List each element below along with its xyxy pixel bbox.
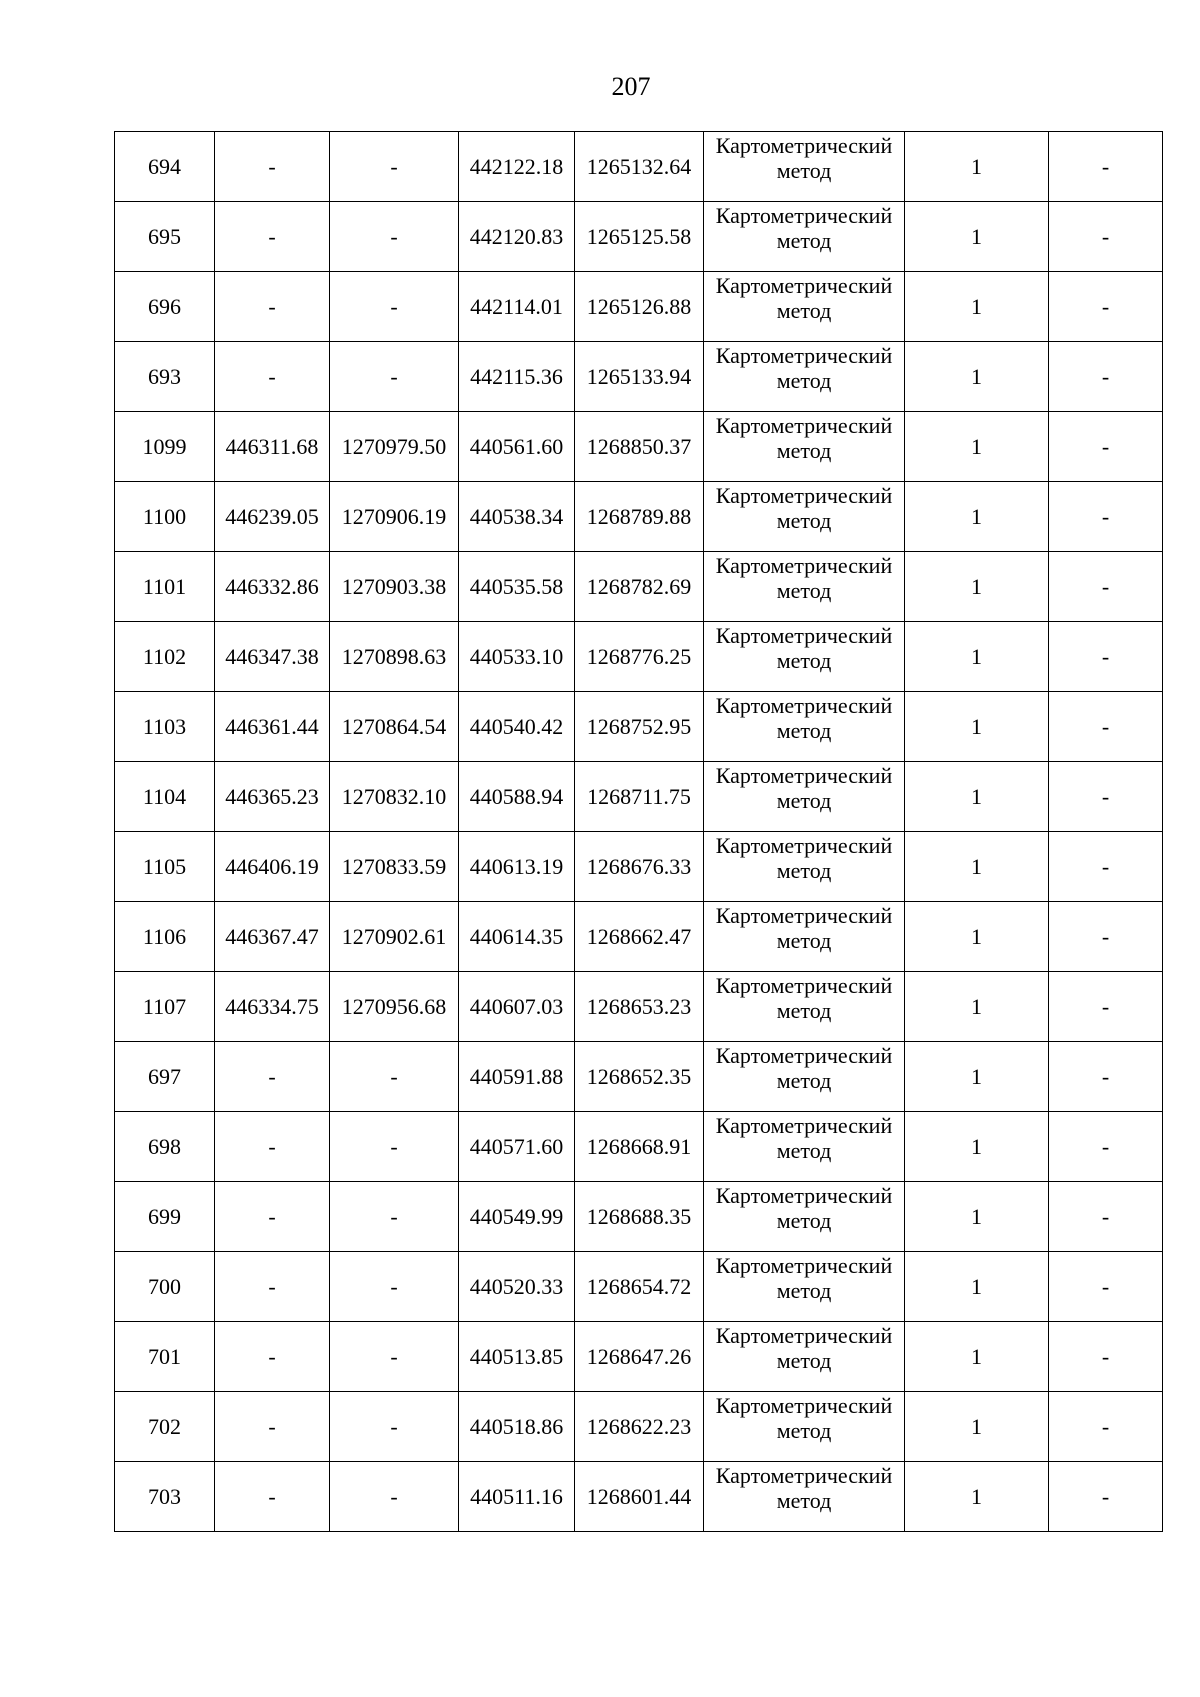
point-number-cell: 698	[115, 1112, 215, 1182]
method-text-line1: Картометрический	[715, 203, 893, 228]
point-number-cell: 1105	[115, 832, 215, 902]
accuracy-cell: 1	[905, 272, 1049, 342]
method-text-line2: метод	[776, 228, 832, 253]
new-y-cell: 1265133.94	[575, 342, 704, 412]
new-y-cell: 1268850.37	[575, 412, 704, 482]
table-row	[115, 1462, 1163, 1532]
accuracy-cell: 1	[905, 552, 1049, 622]
accuracy-cell: 1	[905, 1112, 1049, 1182]
accuracy-cell: 1	[905, 1182, 1049, 1252]
point-number-cell: 693	[115, 342, 215, 412]
method-text-line2: метод	[776, 648, 832, 673]
table-row	[115, 972, 1163, 1042]
point-number-cell: 700	[115, 1252, 215, 1322]
old-y-cell: 1270903.38	[330, 552, 459, 622]
new-x-cell: 440607.03	[459, 972, 575, 1042]
old-y-cell: 1270956.68	[330, 972, 459, 1042]
accuracy-cell: 1	[905, 342, 1049, 412]
table-row	[115, 1112, 1163, 1182]
note-cell: -	[1049, 482, 1163, 552]
method-text-line2: метод	[776, 998, 832, 1023]
accuracy-cell: 1	[905, 202, 1049, 272]
old-y-cell: -	[330, 1042, 459, 1112]
new-x-cell: 440513.85	[459, 1322, 575, 1392]
method-text-line1: Картометрический	[715, 1463, 893, 1488]
method-text-line2: метод	[776, 578, 832, 603]
method-cell	[704, 1252, 905, 1322]
method-text-line2: метод	[776, 1348, 832, 1373]
new-y-cell: 1268676.33	[575, 832, 704, 902]
note-cell: -	[1049, 272, 1163, 342]
old-x-cell: 446365.23	[215, 762, 330, 832]
new-y-cell: 1268601.44	[575, 1462, 704, 1532]
method-text-line1: Картометрический	[715, 763, 893, 788]
method-text-line1: Картометрический	[715, 1113, 893, 1138]
method-text-line1: Картометрический	[715, 343, 893, 368]
method-cell	[704, 482, 905, 552]
old-y-cell: -	[330, 132, 459, 202]
old-y-cell: 1270833.59	[330, 832, 459, 902]
accuracy-cell: 1	[905, 972, 1049, 1042]
method-text-line2: метод	[776, 1068, 832, 1093]
method-text-line2: метод	[776, 368, 832, 393]
old-x-cell: 446361.44	[215, 692, 330, 762]
old-y-cell: 1270898.63	[330, 622, 459, 692]
old-x-cell: -	[215, 1392, 330, 1462]
table-row	[115, 202, 1163, 272]
method-text-line1: Картометрический	[715, 133, 893, 158]
old-y-cell: -	[330, 1182, 459, 1252]
method-text-line1: Картометрический	[715, 483, 893, 508]
method-cell	[704, 412, 905, 482]
method-text-line2: метод	[776, 928, 832, 953]
old-y-cell: -	[330, 1252, 459, 1322]
accuracy-cell: 1	[905, 132, 1049, 202]
accuracy-cell: 1	[905, 482, 1049, 552]
method-cell	[704, 692, 905, 762]
old-x-cell: -	[215, 1112, 330, 1182]
method-text-line2: метод	[776, 718, 832, 743]
method-text-line1: Картометрический	[715, 1253, 893, 1278]
method-cell	[704, 132, 905, 202]
new-x-cell: 442120.83	[459, 202, 575, 272]
note-cell: -	[1049, 1182, 1163, 1252]
method-cell	[704, 1042, 905, 1112]
accuracy-cell: 1	[905, 902, 1049, 972]
method-text-line2: метод	[776, 788, 832, 813]
accuracy-cell: 1	[905, 1252, 1049, 1322]
method-cell	[704, 342, 905, 412]
note-cell: -	[1049, 832, 1163, 902]
method-text-line1: Картометрический	[715, 1183, 893, 1208]
note-cell: -	[1049, 1392, 1163, 1462]
old-y-cell: 1270979.50	[330, 412, 459, 482]
accuracy-cell: 1	[905, 1462, 1049, 1532]
note-cell: -	[1049, 1112, 1163, 1182]
old-x-cell: -	[215, 132, 330, 202]
point-number-cell: 695	[115, 202, 215, 272]
method-text-line1: Картометрический	[715, 1323, 893, 1348]
new-y-cell: 1268654.72	[575, 1252, 704, 1322]
method-text-line1: Картометрический	[715, 553, 893, 578]
note-cell: -	[1049, 1322, 1163, 1392]
new-y-cell: 1268776.25	[575, 622, 704, 692]
point-number-cell: 1106	[115, 902, 215, 972]
new-y-cell: 1265125.58	[575, 202, 704, 272]
note-cell: -	[1049, 1462, 1163, 1532]
old-y-cell: 1270864.54	[330, 692, 459, 762]
new-x-cell: 440511.16	[459, 1462, 575, 1532]
new-x-cell: 440533.10	[459, 622, 575, 692]
new-x-cell: 442115.36	[459, 342, 575, 412]
method-text-line2: метод	[776, 1138, 832, 1163]
old-y-cell: -	[330, 1322, 459, 1392]
point-number-cell: 702	[115, 1392, 215, 1462]
old-x-cell: 446334.75	[215, 972, 330, 1042]
point-number-cell: 1099	[115, 412, 215, 482]
method-text-line2: метод	[776, 508, 832, 533]
table-row	[115, 1182, 1163, 1252]
method-text-line1: Картометрический	[715, 973, 893, 998]
old-x-cell: -	[215, 272, 330, 342]
table-row	[115, 762, 1163, 832]
method-cell	[704, 762, 905, 832]
accuracy-cell: 1	[905, 622, 1049, 692]
method-text-line2: метод	[776, 1488, 832, 1513]
point-number-cell: 699	[115, 1182, 215, 1252]
new-x-cell: 440540.42	[459, 692, 575, 762]
point-number-cell: 1103	[115, 692, 215, 762]
new-x-cell: 440614.35	[459, 902, 575, 972]
old-x-cell: -	[215, 1462, 330, 1532]
new-x-cell: 440520.33	[459, 1252, 575, 1322]
table-row	[115, 412, 1163, 482]
method-text-line1: Картометрический	[715, 623, 893, 648]
note-cell: -	[1049, 202, 1163, 272]
new-x-cell: 440518.86	[459, 1392, 575, 1462]
point-number-cell: 703	[115, 1462, 215, 1532]
old-x-cell: -	[215, 1182, 330, 1252]
new-y-cell: 1268647.26	[575, 1322, 704, 1392]
old-x-cell: -	[215, 342, 330, 412]
accuracy-cell: 1	[905, 1392, 1049, 1462]
method-text-line2: метод	[776, 158, 832, 183]
old-y-cell: -	[330, 1112, 459, 1182]
old-x-cell: 446367.47	[215, 902, 330, 972]
method-text-line2: метод	[776, 1278, 832, 1303]
method-text-line1: Картометрический	[715, 693, 893, 718]
new-x-cell: 440571.60	[459, 1112, 575, 1182]
old-x-cell: -	[215, 1042, 330, 1112]
table-row	[115, 622, 1163, 692]
note-cell: -	[1049, 412, 1163, 482]
method-cell	[704, 1112, 905, 1182]
new-y-cell: 1268662.47	[575, 902, 704, 972]
new-y-cell: 1268688.35	[575, 1182, 704, 1252]
new-y-cell: 1265126.88	[575, 272, 704, 342]
note-cell: -	[1049, 692, 1163, 762]
old-y-cell: 1270906.19	[330, 482, 459, 552]
new-y-cell: 1268668.91	[575, 1112, 704, 1182]
old-x-cell: -	[215, 202, 330, 272]
new-x-cell: 440591.88	[459, 1042, 575, 1112]
note-cell: -	[1049, 342, 1163, 412]
method-cell	[704, 552, 905, 622]
note-cell: -	[1049, 622, 1163, 692]
coordinates-table	[114, 131, 1163, 1532]
table-row	[115, 1392, 1163, 1462]
old-y-cell: -	[330, 272, 459, 342]
method-text-line2: метод	[776, 298, 832, 323]
table-row	[115, 1252, 1163, 1322]
note-cell: -	[1049, 902, 1163, 972]
method-cell	[704, 1462, 905, 1532]
table-row	[115, 1042, 1163, 1112]
method-cell	[704, 832, 905, 902]
method-text-line1: Картометрический	[715, 413, 893, 438]
point-number-cell: 1104	[115, 762, 215, 832]
point-number-cell: 696	[115, 272, 215, 342]
new-x-cell: 440535.58	[459, 552, 575, 622]
method-text-line2: метод	[776, 438, 832, 463]
table-row	[115, 272, 1163, 342]
note-cell: -	[1049, 132, 1163, 202]
new-x-cell: 442122.18	[459, 132, 575, 202]
new-x-cell: 440613.19	[459, 832, 575, 902]
old-x-cell: 446347.38	[215, 622, 330, 692]
accuracy-cell: 1	[905, 692, 1049, 762]
new-y-cell: 1268752.95	[575, 692, 704, 762]
accuracy-cell: 1	[905, 412, 1049, 482]
note-cell: -	[1049, 552, 1163, 622]
method-cell	[704, 1182, 905, 1252]
point-number-cell: 697	[115, 1042, 215, 1112]
new-x-cell: 440549.99	[459, 1182, 575, 1252]
accuracy-cell: 1	[905, 832, 1049, 902]
new-x-cell: 440561.60	[459, 412, 575, 482]
method-text-line2: метод	[776, 1418, 832, 1443]
old-x-cell: 446311.68	[215, 412, 330, 482]
old-x-cell: 446406.19	[215, 832, 330, 902]
old-y-cell: -	[330, 1392, 459, 1462]
point-number-cell: 1101	[115, 552, 215, 622]
new-y-cell: 1268653.23	[575, 972, 704, 1042]
new-y-cell: 1268622.23	[575, 1392, 704, 1462]
old-y-cell: 1270902.61	[330, 902, 459, 972]
method-cell	[704, 902, 905, 972]
new-y-cell: 1265132.64	[575, 132, 704, 202]
table-row	[115, 902, 1163, 972]
old-x-cell: 446332.86	[215, 552, 330, 622]
new-y-cell: 1268711.75	[575, 762, 704, 832]
method-text-line1: Картометрический	[715, 1393, 893, 1418]
accuracy-cell: 1	[905, 762, 1049, 832]
table-row	[115, 832, 1163, 902]
old-x-cell: -	[215, 1322, 330, 1392]
point-number-cell: 701	[115, 1322, 215, 1392]
point-number-cell: 694	[115, 132, 215, 202]
table-row	[115, 482, 1163, 552]
method-text-line1: Картометрический	[715, 903, 893, 928]
point-number-cell: 1107	[115, 972, 215, 1042]
table-row	[115, 552, 1163, 622]
method-text-line2: метод	[776, 1208, 832, 1233]
method-text-line2: метод	[776, 858, 832, 883]
point-number-cell: 1100	[115, 482, 215, 552]
new-x-cell: 440588.94	[459, 762, 575, 832]
accuracy-cell: 1	[905, 1322, 1049, 1392]
method-cell	[704, 272, 905, 342]
method-text-line1: Картометрический	[715, 273, 893, 298]
method-cell	[704, 1392, 905, 1462]
table-row	[115, 1322, 1163, 1392]
old-y-cell: -	[330, 342, 459, 412]
method-cell	[704, 1322, 905, 1392]
note-cell: -	[1049, 1042, 1163, 1112]
old-x-cell: 446239.05	[215, 482, 330, 552]
table-row	[115, 692, 1163, 762]
note-cell: -	[1049, 972, 1163, 1042]
method-cell	[704, 202, 905, 272]
method-cell	[704, 972, 905, 1042]
method-text-line1: Картометрический	[715, 833, 893, 858]
table-row	[115, 342, 1163, 412]
point-number-cell: 1102	[115, 622, 215, 692]
new-x-cell: 442114.01	[459, 272, 575, 342]
new-y-cell: 1268789.88	[575, 482, 704, 552]
new-y-cell: 1268652.35	[575, 1042, 704, 1112]
page-number: 207	[611, 72, 651, 101]
table-body	[115, 132, 1163, 1532]
new-y-cell: 1268782.69	[575, 552, 704, 622]
old-x-cell: -	[215, 1252, 330, 1322]
old-y-cell: -	[330, 1462, 459, 1532]
method-cell	[704, 622, 905, 692]
new-x-cell: 440538.34	[459, 482, 575, 552]
accuracy-cell: 1	[905, 1042, 1049, 1112]
note-cell: -	[1049, 762, 1163, 832]
old-y-cell: -	[330, 202, 459, 272]
table-row	[115, 132, 1163, 202]
old-y-cell: 1270832.10	[330, 762, 459, 832]
method-text-line1: Картометрический	[715, 1043, 893, 1068]
note-cell: -	[1049, 1252, 1163, 1322]
